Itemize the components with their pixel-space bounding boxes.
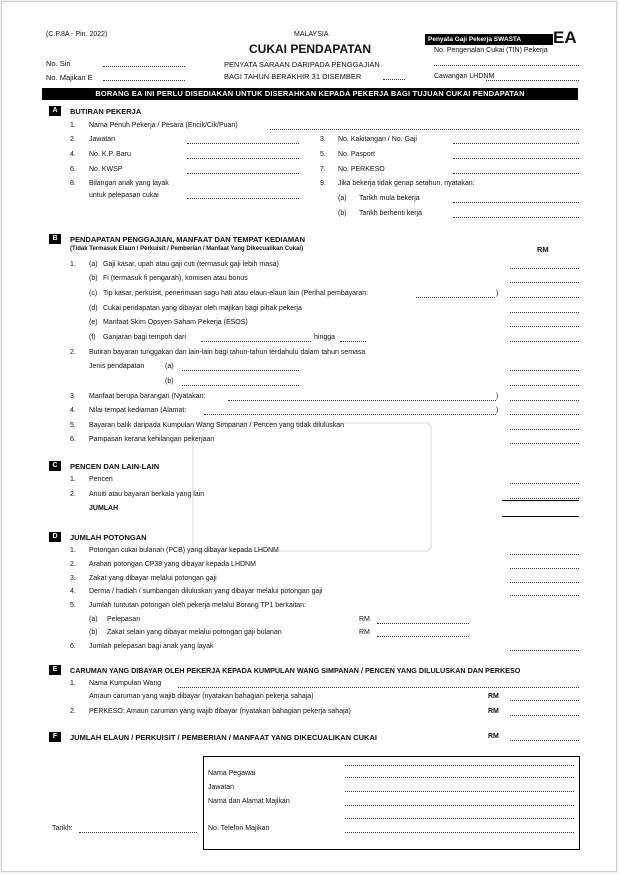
item-letter: (b) [165,378,174,385]
derma-field[interactable] [510,595,579,596]
rm-label: RM [488,733,499,740]
section-c-title: PENCEN DAN LAIN-LAIN [70,462,160,471]
cp38-label: Arahan potongan CP38 yang dibayar kepada LHDNM [89,561,256,568]
perkeso-caruman-field[interactable] [510,715,579,716]
tp1-label: Jumlah tuntutan potongan oleh pekerja melalui Borang TP1 berkaitan: [89,602,307,609]
item-number: 1. [70,547,76,554]
pelepasan-field[interactable] [377,623,469,624]
no-siri-field[interactable] [103,66,185,67]
fi-komisen-label: Fi (termasuk fi pengarah), komisen atau bonus [103,275,248,282]
item-letter: (b) [89,629,98,636]
section-d-letter: D [49,532,61,542]
kumpulan-wang-field[interactable] [178,687,579,688]
tidak-genap-label: Jika bekerja tidak genap setahun, nyatakan: [338,180,475,187]
tempat-kediaman-label: Nilai tempat kediaman (Alamat: [89,407,187,414]
item-number: 2. [70,349,76,356]
bayaran-balik-field[interactable] [510,429,579,430]
item-number: 1. [70,122,76,129]
gaji-kasar-label: Gaji kasar, upah atau gaji cuti (termasuk gaji lebih masa) [103,261,279,268]
kwsp-label: No. KWSP [89,166,123,173]
item-number: 4. [70,407,76,414]
jenis-b-amount[interactable] [510,385,579,386]
item-letter: (b) [89,275,98,282]
hingga-label: hingga [314,334,336,341]
perkeso-caruman-label: PERKESO: Amaun caruman yang wajib dibayar (nyatakan bahagian pekerja sahaja) [89,708,351,715]
section-b-letter: B [49,234,61,244]
item-number: 4. [70,588,76,595]
jumlah-label: JUMLAH [89,505,119,512]
pencen-label: Pencen [89,476,113,483]
anuiti-field[interactable] [510,498,579,499]
tin-label: No. Pengenalan Cukai (TIN) Pekerja [434,47,548,54]
ea-form-label: EA [553,28,577,47]
instruction-banner: BORANG EA INI PERLU DISEDIAKAN UNTUK DISERAHKAN KEPADA PEKERJA BAGI TUJUAN CUKAI PENDAPATAN [42,88,578,100]
jumlah-field[interactable] [502,516,579,517]
jawatan-field[interactable] [187,143,299,144]
anuiti-label: Anuiti atau bayaran berkala yang lain [89,491,205,498]
item-letter: (a) [165,363,174,370]
cukai-majikan-label: Cukai pendapatan yang dibayar oleh majikan bagi pihak pekerja [103,305,302,312]
zakat-field[interactable] [510,582,579,583]
bayaran-balik-label: Bayaran balik daripada Kumpulan Wang Simpanan / Pencen yang tidak diluluskan [89,422,345,429]
tarikh-field[interactable] [79,832,197,833]
item-letter: (a) [338,195,347,202]
close-paren: ) [496,290,499,297]
alamat-field[interactable] [204,414,496,415]
gaji-kasar-field[interactable] [510,268,579,269]
kumpulan-wang-label: Nama Kumpulan Wang [89,680,162,687]
nama-alamat-label: Nama dan Alamat Majikan [208,798,290,805]
tempat-kediaman-field[interactable] [510,414,579,415]
perkeso-label: No. PERKESO [338,166,385,173]
fi-komisen-field[interactable] [510,282,579,283]
nama-pegawai-field[interactable] [345,777,574,778]
rm-label: RM [488,708,499,715]
ea-form-page [1,1,617,872]
section-c-letter: C [49,461,61,471]
alamat-line-2[interactable] [345,818,574,819]
tip-kasar-label: Tip kasar, perkuisit, penerimaan sagu hati atau elaun-elaun lain (Perihal pembayaran: [103,290,369,297]
section-e-title: CARUMAN YANG DIBAYAR OLEH PEKERJA KEPADA KUMPULAN WANG SIMPANAN / PENCEN YANG DILULUSKAN DAN PERKESO [70,666,521,675]
pencen-field[interactable] [510,483,579,484]
nama-pegawai-label: Nama Pegawai [208,770,256,777]
pasport-label: No. Pasport [338,151,375,158]
ganjaran-dari-field[interactable] [201,341,311,342]
tarikh-berhenti-field[interactable] [453,217,579,218]
nama-penuh-label: Nama Penuh Pekerja / Pesara (Encik/Cik/Puan) [89,122,238,129]
tunggakan-label: Butiran bayaran tunggakan dan lain-lain bagi tahun-tahun terdahulu dalam tahun semasa [89,349,366,356]
year-field[interactable] [383,79,405,80]
section-d-title: JUMLAH POTONGAN [70,533,147,542]
item-number: 4. [70,151,76,158]
pcb-label: Potongan cukai bulanan (PCB) yang dibayar kepada LHDNM [89,547,279,554]
ganjaran-field[interactable] [510,341,579,342]
item-letter: (b) [338,210,347,217]
item-letter: (e) [89,319,98,326]
pampasan-label: Pampasan kerana kehilangan pekerjaan [89,436,215,443]
section-b-title: PENDAPATAN PENGGAJIAN, MANFAAT DAN TEMPAT KEDIAMAN [70,235,305,244]
pelepasan-anak-label: Jumlah pelepasan bagi anak yang layak [89,643,214,650]
item-number: 2. [70,561,76,568]
item-letter: (f) [89,334,96,341]
section-f-letter: F [49,732,61,742]
subtitle-2: BAGI TAHUN BERAKHIR 31 DISEMBER [224,72,362,81]
tarikh-label: Tarikh: [52,825,73,832]
amaun-caruman-label: Amaun caruman yang wajib dibayar (nyatakan bahagian pekerja sahaja) [89,693,314,700]
section-b-subtitle: (Tidak Termasuk Elaun / Perkuisit / Pemberian / Manfaat Yang Dikecualikan Cukai) [70,246,304,252]
pelepasan-label: Pelepasan [107,616,141,623]
rm-header: RM [537,245,549,254]
item-number: 3. [320,136,326,143]
bilangan-anak-field[interactable] [187,198,299,199]
page-title: CUKAI PENDAPATAN [249,42,371,56]
nama-penuh-field[interactable] [270,129,579,130]
tarikh-berhenti-label: Tarikh berhenti kerja [359,210,423,217]
jawatan-sign-label: Jawatan [208,784,235,791]
jawatan-sign-field[interactable] [345,791,574,792]
item-letter: (a) [89,261,98,268]
no-majikan-label: No. Majikan E [46,73,93,82]
jawatan-label: Jawatan [89,136,116,143]
section-e-letter: E [49,665,61,675]
item-number: 5. [70,422,76,429]
item-number: 7. [320,166,326,173]
section-a-title: BUTIRAN PEKERJA [70,107,142,116]
kp-baru-field[interactable] [187,158,299,159]
item-number: 9. [320,180,326,187]
no-gaji-label: No. Kakitangan / No. Gaji [338,136,417,143]
watermark-frame [192,422,432,552]
item-number: 6. [70,643,76,650]
zakat-label: Zakat yang dibayar melalui potongan gaji [89,575,217,582]
tarikh-mula-field[interactable] [453,202,579,203]
ganjaran-label: Ganjaran bagi tempoh dari [103,334,186,341]
item-number: 3. [70,575,76,582]
tip-kasar-field[interactable] [510,297,579,298]
signature-line[interactable] [345,765,574,766]
jenis-pendapatan-label: Jenis pendapatan [89,363,145,370]
amaun-caruman-field[interactable] [510,700,579,701]
item-number: 2. [70,136,76,143]
section-a-letter: A [49,106,61,116]
cp38-field[interactable] [510,568,579,569]
rm-label: RM [488,693,499,700]
zakat-lain-label: Zakat selain yang dibayar melalui potongan gaji bulanan [107,629,282,636]
country-label: MALAYSIA [294,31,329,38]
manfaat-barangan-label: Manfaat berupa barangan (Nyatakan: [89,393,206,400]
tin-field[interactable] [434,65,579,66]
item-number: 2. [70,491,76,498]
jenis-b-field[interactable] [182,385,299,386]
item-number: 1. [70,476,76,483]
ganjaran-hingga-field[interactable] [340,341,366,342]
esos-label: Manfaat Skim Opsyen Saham Pekerja (ESOS) [103,319,248,326]
item-number: 8. [70,180,76,187]
rm-label: RM [359,629,370,636]
manfaat-barangan-desc[interactable] [228,400,496,401]
jenis-a-amount[interactable] [510,370,579,371]
kp-baru-label: No. K.P. Baru [89,151,131,158]
item-number: 1. [70,261,76,268]
perkeso-field[interactable] [453,173,579,174]
item-number: 2. [70,708,76,715]
item-number: 5. [70,602,76,609]
item-letter: (a) [89,616,98,623]
tarikh-mula-label: Tarikh mula bekerja [359,195,420,202]
nama-alamat-field[interactable] [345,805,574,806]
item-number: 6. [70,436,76,443]
swasta-badge: Penyata Gaji Pekerja SWASTA [425,34,553,45]
cawangan-field[interactable] [486,80,579,81]
no-majikan-field[interactable] [103,80,185,81]
esos-field[interactable] [510,326,579,327]
pampasan-field[interactable] [510,443,579,444]
derma-label: Derma / hadiah / sumbangan diluluskan yang dibayar melalui potongan gaji [89,588,323,595]
rm-label: RM [359,616,370,623]
elaun-dikecualikan-field[interactable] [510,740,579,741]
bilangan-anak-label: Bilangan anak yang layak [89,180,169,187]
total-rule-top [502,500,579,501]
item-letter: (d) [89,305,98,312]
item-letter: (c) [89,290,98,297]
telefon-field[interactable] [345,832,574,833]
zakat-lain-field[interactable] [377,636,469,637]
manfaat-barangan-field[interactable] [510,400,579,401]
bilangan-anak-label-2: untuk pelepasan cukai [89,192,159,199]
perihal-pembayaran-field[interactable] [416,297,495,298]
pcb-field[interactable] [510,554,579,555]
item-number: 3. [70,393,76,400]
kwsp-field[interactable] [187,173,299,174]
item-number: 6. [70,166,76,173]
cawangan-label: Cawangan LHDNM [434,73,495,80]
close-paren: ) [496,407,499,414]
form-code: (C.P.8A - Pin. 2022) [46,31,108,38]
telefon-label: No. Telefon Majikan [208,825,270,832]
cukai-majikan-field[interactable] [510,312,579,313]
item-number: 1. [70,680,76,687]
item-number: 5. [320,151,326,158]
close-paren: ) [496,393,499,400]
pasport-field[interactable] [453,158,579,159]
jenis-a-field[interactable] [182,370,299,371]
pelepasan-anak-field[interactable] [510,650,579,651]
section-f-title: JUMLAH ELAUN / PERKUISIT / PEMBERIAN / MANFAAT YANG DIKECUALIKAN CUKAI [70,733,377,742]
no-siri-label: No. Siri [46,59,71,68]
subtitle-1: PENYATA SARAAN DARIPADA PENGGAJIAN [224,60,380,69]
no-gaji-field[interactable] [453,143,579,144]
